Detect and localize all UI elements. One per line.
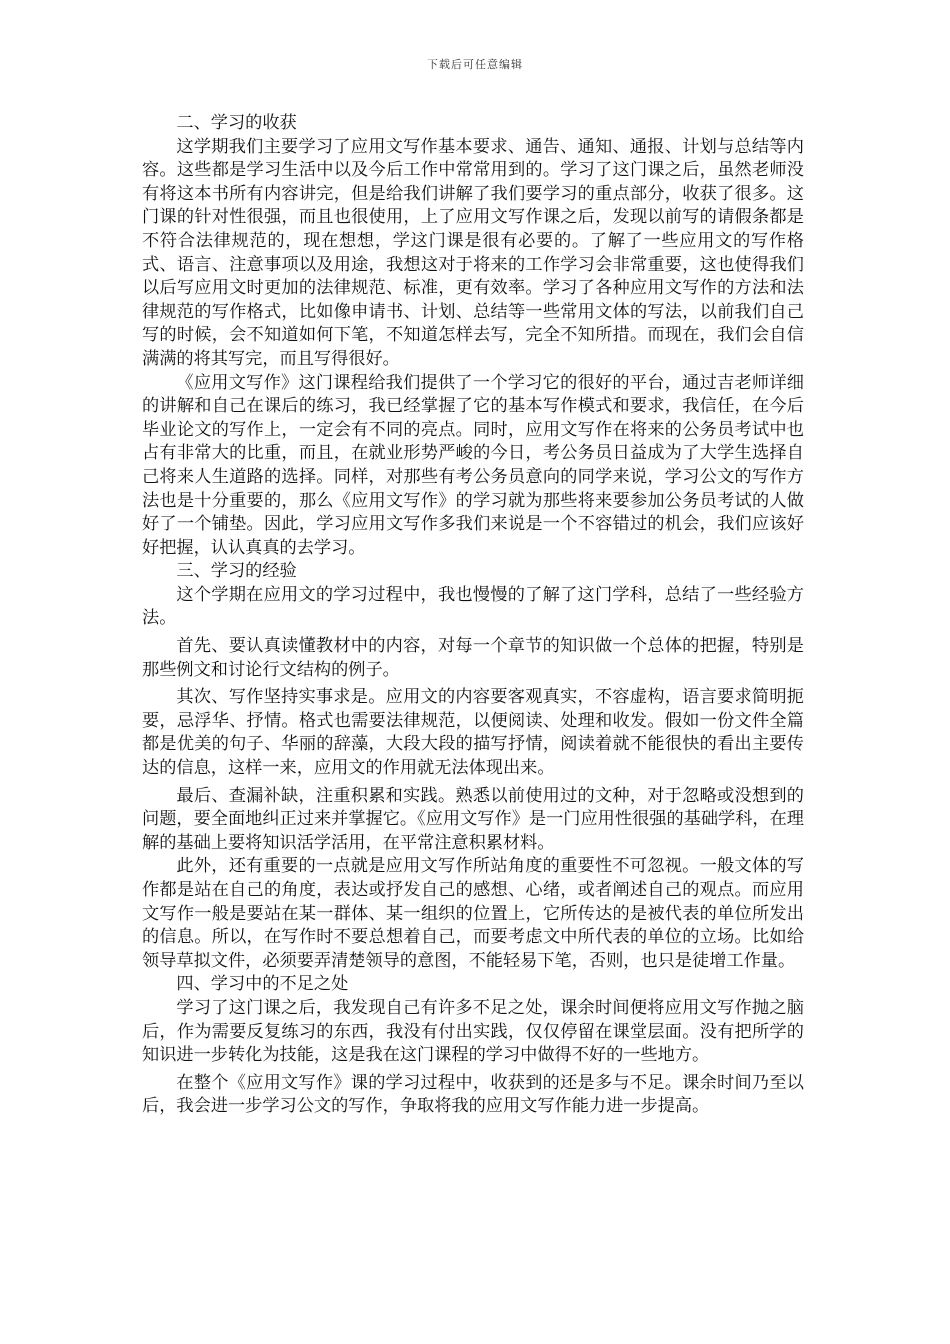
paragraph-shortcomings: 学习了这门课之后，我发现自己有许多不足之处，课余时间便将应用文写作抛之脑后，作为需要反复练习的东西，我没有付出实践，仅仅停留在课堂层面。没有把所学的知识进一步转化为技能，这是我在这门课程的学习中做得不好的一些地方。 (142, 997, 804, 1066)
paragraph-experience-second: 其次、写作坚持实事求是。应用文的内容要客观真实，不容虚构，语言要求简明扼要，忌浮华、抒情。格式也需要法律规范，以便阅读、处理和收发。假如一份文件全篇都是优美的句子、华丽的辞藻，大段大段的描写抒情，阅读着就不能很快的看出主要传达的信息，这样一来，应用文的作用就无法体现出来。 (142, 687, 804, 779)
paragraph-experience-last: 最后、查漏补缺，注重积累和实践。熟悉以前使用过的文种，对于忽略或没想到的问题，要全面地纠正过来并掌握它。《应用文写作》是一门应用性很强的基础学科，在理解的基础上要将知识活学活用，在平常注意积累材料。 (142, 785, 804, 853)
paragraph-gains-2: 《应用文写作》这门课程给我们提供了一个学习它的很好的平台，通过吉老师详细的讲解和自己在课后的练习，我已经掌握了它的基本写作模式和要求，我信任，在今后毕业论文的写作上，一定会有不同的亮点。同时，应用文写作在将来的公务员考试中也占有非常大的比重，而且，在就业形势严峻的今日，考公务员日益成为了大学生选择自己将来人生道路的选择。同样，对那些有考公务员意向的同学来说，学习公文的写作方法也是十分重要的，那么《应用文写作》的学习就为那些将来要参加公务员考试的人做好了一个铺垫。因此，学习应用文写作多我们来说是一个不容错过的机会，我们应该好好把握，认认真真的去学习。 (142, 372, 804, 558)
paragraph-conclusion: 在整个《应用文写作》课的学习过程中，收获到的还是多与不足。课余时间乃至以后，我会进一步学习公文的写作，争取将我的应用文写作能力进一步提高。 (142, 1072, 804, 1117)
paragraph-experience-intro: 这个学期在应用文的学习过程中，我也慢慢的了解了这门学科，总结了一些经验方法。 (142, 584, 804, 629)
section-heading-gains: 二、学习的收获 (176, 113, 297, 133)
paragraph-gains-1: 这学期我们主要学习了应用文写作基本要求、通告、通知、通报、计划与总结等内容。这些都是学习生活中以及今后工作中常常用到的。学习了这门课之后，虽然老师没有将这本书所有内容讲完，但是给我们讲解了我们要学习的重点部分，收获了很多。这门课的针对性很强，而且也很使用，上了应用文写作课之后，发现以前写的请假条都是不符合法律规范的，现在想想，学这门课是很有必要的。了解了一些应用文的写作格式、语言、注意事项以及用途，我想这对于将来的工作学习会非常重要，这也使得我们以后写应用文时更加的法律规范、标准，更有效率。学习了各种应用文写作的方法和法律规范的写作格式，比如像申请书、计划、总结等一些常用文体的写法，以前我们自己写的时候，会不知道如何下笔，不知道怎样去写，完全不知所措。而现在，我们会自信满满的将其写完，而且写得很好。 (142, 136, 804, 369)
section-heading-shortcomings: 四、学习中的不足之处 (176, 974, 349, 995)
paragraph-experience-additional: 此外，还有重要的一点就是应用文写作所站角度的重要性不可忽视。一般文体的写作都是站在自己的角度，表达或抒发自己的感想、心绪，或者阐述自己的观点。而应用文写作一般是要站在某一群体、某一组织的位置上，它所传达的是被代表的单位所发出的信息。所以，在写作时不要总想着自己，而要考虑文中所代表的单位的立场。比如给领导草拟文件，必须要弄清楚领导的意图，不能轻易下笔，否则，也只是徒增工作量。 (142, 856, 804, 971)
paragraph-experience-first: 首先、要认真读懂教材中的内容，对每一个章节的知识做一个总体的把握，特别是那些例文和讨论行文结构的例子。 (142, 636, 804, 680)
page-header: 下载后可任意编辑 (427, 58, 523, 71)
section-heading-experience: 三、学习的经验 (176, 561, 297, 582)
document-body (142, 112, 804, 1119)
